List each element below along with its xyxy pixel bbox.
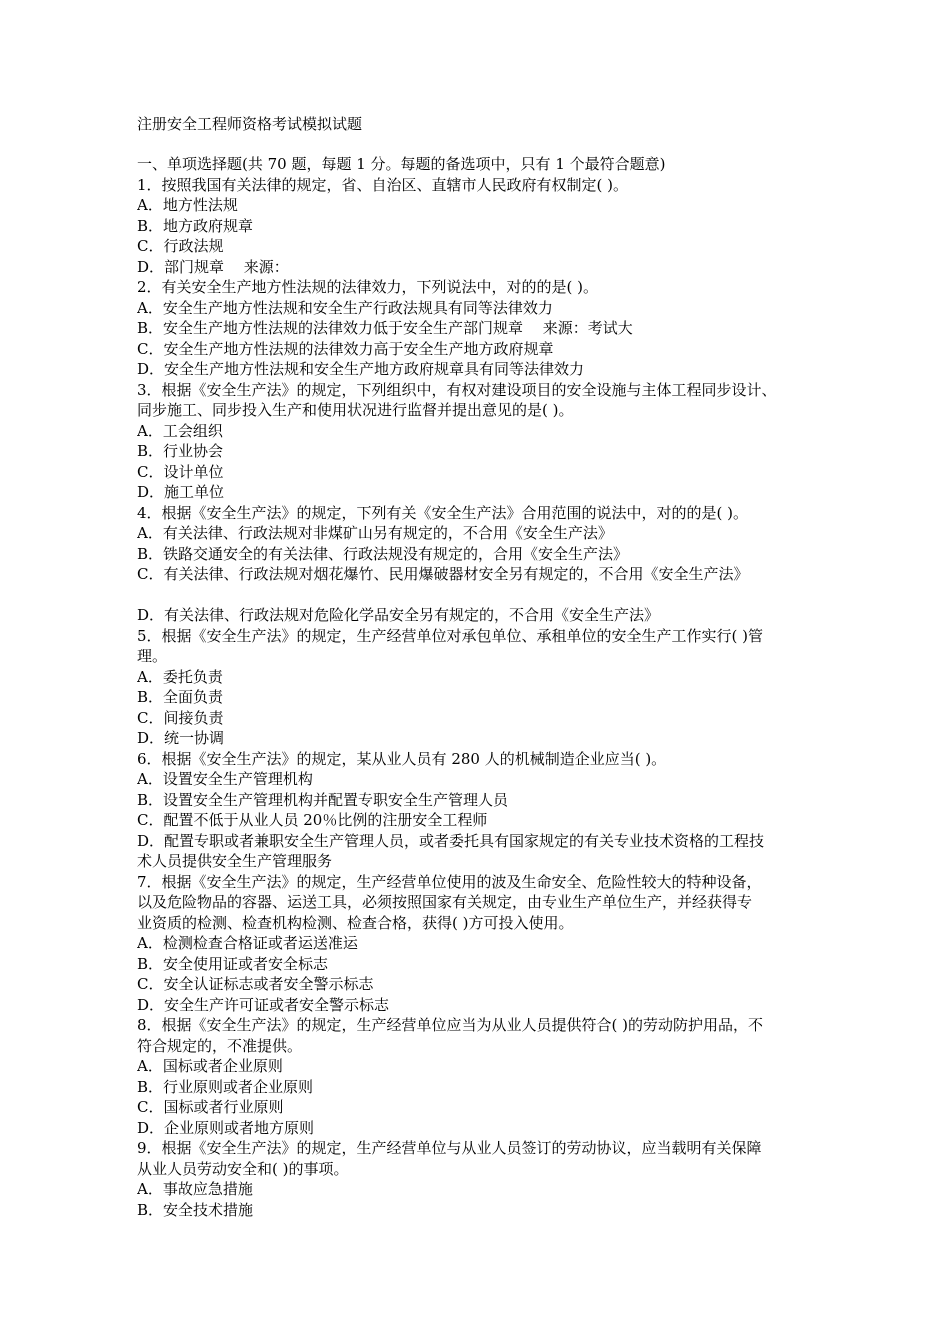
text-line: B．安全生产地方性法规的法律效力低于安全生产部门规章 来源：考试大 — [137, 319, 633, 337]
text-line: B．行业协会 — [137, 442, 224, 460]
text-line: 2．有关安全生产地方性法规的法律效力，下列说法中，对的的是( )。 — [137, 278, 599, 296]
text-line: 理。 — [137, 647, 168, 665]
text-line: 7．根据《安全生产法》的规定，生产经营单位使用的波及生命安全、危险性较大的特种设备， — [137, 872, 762, 891]
text-line: 4．根据《安全生产法》的规定，下列有关《安全生产法》合用范围的说法中，对的的是( )。 — [137, 503, 749, 522]
text-line: 业资质的检测、检查机构检测、检查合格，获得( )方可投入使用。 — [137, 913, 574, 932]
text-line: A．委托负责 — [137, 667, 223, 686]
text-line: A．检测检查合格证或者运送准运 — [137, 934, 358, 952]
text-line: C．国标或者行业原则 — [137, 1098, 284, 1116]
text-line: C．安全认证标志或者安全警示标志 — [137, 975, 374, 993]
text-line: 术人员提供安全生产管理服务 — [137, 852, 333, 870]
text-line: 同步施工、同步投入生产和使用状况进行监督并提出意见的是( )。 — [137, 401, 574, 419]
text-line: 1．按照我国有关法律的规定，省、自治区、直辖市人民政府有权制定( )。 — [137, 175, 629, 194]
text-line: D．企业原则或者地方原则 — [137, 1118, 315, 1137]
document-title: 注册安全工程师资格考试模拟试题 — [137, 115, 363, 133]
text-line: A．事故应急措施 — [137, 1180, 253, 1198]
text-line: C．行政法规 — [137, 237, 224, 255]
text-line: D．有关法律、行政法规对危险化学品安全另有规定的，不合用《安全生产法》 — [137, 606, 660, 624]
text-line: B．设置安全生产管理机构并配置专职安全生产管理人员 — [137, 790, 509, 809]
text-line: 符合规定的，不准提供。 — [137, 1036, 303, 1055]
text-line: C．配置不低于从业人员 20％比例的注册安全工程师 — [137, 811, 488, 829]
text-line: A．设置安全生产管理机构 — [137, 770, 313, 788]
text-line: B．铁路交通安全的有关法律、行政法规没有规定的，合用《安全生产法》 — [137, 544, 629, 563]
blank-line — [137, 585, 855, 606]
text-line: 8．根据《安全生产法》的规定，生产经营单位应当为从业人员提供符合( )的劳动防护用品，不 — [137, 1016, 764, 1034]
text-line: 以及危险物品的容器、运送工具，必须按照国家有关规定，由专业生产单位生产，并经获得专 — [137, 893, 753, 911]
text-line: C．间接负责 — [137, 708, 224, 727]
text-line: C．设计单位 — [137, 462, 224, 481]
text-line: D．配置专职或者兼职安全生产管理人员，或者委托具有国家规定的有关专业技术资格的工程技 — [137, 831, 765, 850]
text-line: 6．根据《安全生产法》的规定，某从业人员有 280 人的机械制造企业应当( )。 — [137, 749, 667, 768]
document-body — [137, 154, 855, 1220]
text-line: B．行业原则或者企业原则 — [137, 1077, 314, 1096]
text-line: C．有关法律、行政法规对烟花爆竹、民用爆破器材安全另有规定的，不合用《安全生产法》 — [137, 565, 749, 583]
text-line: 9．根据《安全生产法》的规定，生产经营单位与从业人员签订的劳动协议，应当载明有关保障 — [137, 1139, 762, 1157]
text-line: D．部门规章 来源： — [137, 257, 289, 276]
text-line: A．国标或者企业原则 — [137, 1057, 283, 1075]
text-line: C．安全生产地方性法规的法律效力高于安全生产地方政府规章 — [137, 339, 554, 358]
text-line: 3．根据《安全生产法》的规定，下列组织中，有权对建设项目的安全设施与主体工程同步设计、 — [137, 380, 777, 399]
text-line: A．地方性法规 — [137, 196, 238, 214]
text-line: A．有关法律、行政法规对非煤矿山另有规定的，不合用《安全生产法》 — [137, 524, 613, 542]
text-line: A．工会组织 — [137, 421, 223, 440]
text-line: B．安全技术措施 — [137, 1200, 254, 1219]
text-line: 从业人员劳动安全和( )的事项。 — [137, 1159, 349, 1178]
text-line: D．安全生产地方性法规和安全生产地方政府规章具有同等法律效力 — [137, 360, 585, 378]
text-line: 一、单项选择题(共 70 题，每题 1 分。每题的备选项中，只有 1 个最符合题意) — [137, 155, 666, 173]
text-line: B．地方政府规章 — [137, 216, 254, 235]
text-line: B．安全使用证或者安全标志 — [137, 954, 329, 973]
text-line: D．安全生产许可证或者安全警示标志 — [137, 995, 390, 1014]
text-line: D．统一协调 — [137, 729, 225, 747]
document-page — [137, 114, 855, 1220]
text-line: A．安全生产地方性法规和安全生产行政法规具有同等法律效力 — [137, 298, 553, 317]
text-line: D．施工单位 — [137, 483, 225, 501]
text-line: B．全面负责 — [137, 688, 224, 706]
text-line: 5．根据《安全生产法》的规定，生产经营单位对承包单位、承租单位的安全生产工作实行( )管 — [137, 626, 764, 645]
